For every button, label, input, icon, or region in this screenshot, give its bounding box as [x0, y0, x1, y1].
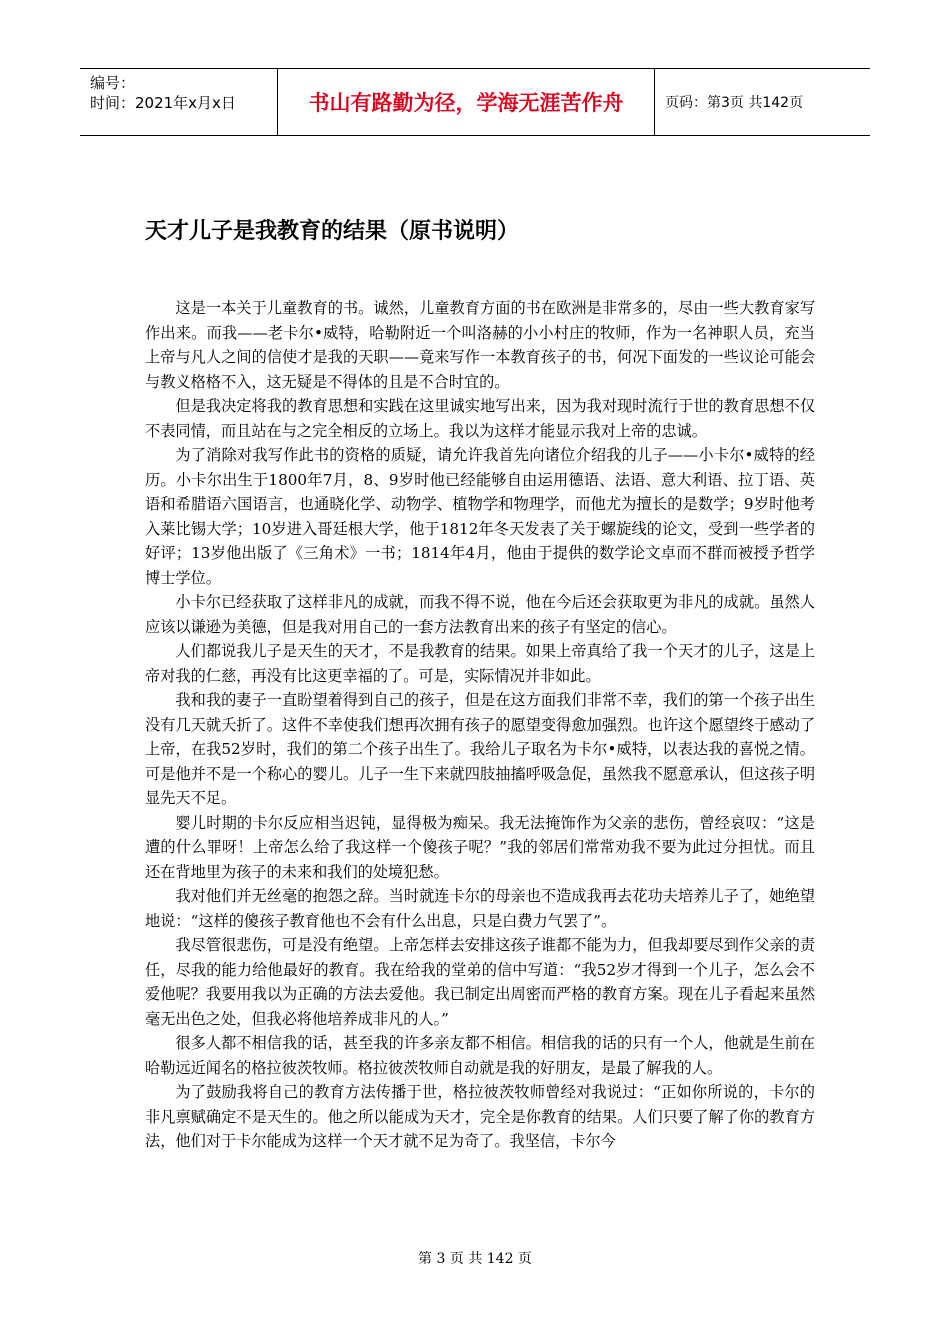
paragraph: 为了鼓励我将自己的教育方法传播于世，格拉彼茨牧师曾经对我说过：“正如你所说的，卡尔的非凡禀赋确定不是天生的。他之所以能成为天才，完全是你教育的结果。人们只要了解了你的教育方法，他们对于卡尔能成为这样一个天才就不足为奇了。我坚信，卡尔今: [145, 1083, 815, 1150]
paragraph: 很多人都不相信我的话，甚至我的许多亲友都不相信。相信我的话的只有一个人，他就是生前在哈勒远近闻名的格拉彼茨牧师。格拉彼茨牧师自动就是我的好朋友，是最了解我的人。: [145, 1034, 815, 1077]
paragraph: 我对他们并无丝毫的抱怨之辞。当时就连卡尔的母亲也不造成我再去花功夫培养儿子了，她绝望地说：“这样的傻孩子教育他也不会有什么出息，只是白费力气罢了”。: [145, 887, 815, 930]
paragraph: 我尽管很悲伤，可是没有绝望。上帝怎样去安排这孩子谁都不能为力，但我却要尽到作父亲的责任，尽我的能力给他最好的教育。我在给我的堂弟的信中写道：“我52岁才得到一个儿子，怎么会不爱他呢？我要用我以为正确的方法去爱他。我已制定出周密而严格的教育方案。现在儿子看起来虽然毫无出色之处，但我必将他培养成非凡的人。”: [145, 936, 815, 1028]
paragraph: 我和我的妻子一直盼望着得到自己的孩子，但是在这方面我们非常不幸，我们的第一个孩子出生没有几天就夭折了。这件不幸使我们想再次拥有孩子的愿望变得愈加强烈。也许这个愿望终于感动了上帝，在我52岁时，我们的第二个孩子出生了。我给儿子取名为卡尔•威特，以表达我的喜悦之情。可是他并不是一个称心的婴儿。儿子一生下来就四肢抽搐呼吸急促，虽然我不愿意承认，但这孩子明显先天不足。: [145, 691, 815, 807]
paragraph: 这是一本关于儿童教育的书。诚然，儿童教育方面的书在欧洲是非常多的，尽由一些大教育家写作出来。而我——老卡尔•威特，哈勒附近一个叫洛赫的小小村庄的牧师，作为一名神职人员，充当上帝与凡人之间的信使才是我的天职——竟来写作一本教育孩子的书，何况下面发的一些议论可能会与教义格格不入，这无疑是不得体的且是不合时宜的。: [145, 299, 815, 391]
number-label: 编号：: [90, 74, 136, 92]
paragraph: 为了消除对我写作此书的资格的质疑，请允许我首先向诸位介绍我的儿子——小卡尔•威特的经历。小卡尔出生于1800年7月，8、9岁时他已经能够自由运用德语、法语、意大利语、拉丁语、英语和希腊语六国语言，也通晓化学、动物学、植物学和物理学，而他尤为擅长的是数学；9岁时他考入莱比锡大学；10岁进入哥廷根大学，他于1812年冬天发表了关于螺旋线的论文，受到一些学者的好评；13岁他出版了《三角术》一书；1814年4月，他由于提供的数学论文卓而不群而被授予哲学博士学位。: [145, 446, 815, 587]
header-meta: [80, 69, 278, 135]
page-footer: 第 3 页 共 142 页: [418, 1251, 532, 1267]
document-title: 天才儿子是我教育的结果（原书说明）: [145, 219, 520, 244]
time-label: 时间：2021年x月x日: [90, 94, 236, 112]
document-body: [145, 296, 815, 1154]
paragraph: 人们都说我儿子是天生的天才，不是我教育的结果。如果上帝真给了我一个天才的儿子，这是上帝对我的仁慈，再没有比这更幸福的了。可是，实际情况并非如此。: [145, 642, 815, 685]
paragraph: 婴儿时期的卡尔反应相当迟钝，显得极为痴呆。我无法掩饰作为父亲的悲伤，曾经哀叹：“这是遭的什么罪呀！上帝怎么给了我这样一个傻孩子呢？”我的邻居们常常劝我不要为此过分担忧。而且还在背地里为孩子的未来和我们的处境犯愁。: [145, 813, 815, 881]
paragraph: 但是我决定将我的教育思想和实践在这里诚实地写出来，因为我对现时流行于世的教育思想不仅不表同情，而且站在与之完全相反的立场上。我以为这样才能显示我对上帝的忠诚。: [145, 397, 815, 440]
header-page-info: 页码：第3页 共142页: [665, 95, 804, 111]
paragraph: 小卡尔已经获取了这样非凡的成就，而我不得不说，他在今后还会获取更为非凡的成就。虽然人应该以谦逊为美德，但是我对用自己的一套方法教育出来的孩子有坚定的信心。: [145, 593, 815, 636]
header-motto: 书山有路勤为径，学海无涯苦作舟: [278, 69, 655, 135]
page-header: [80, 68, 870, 136]
